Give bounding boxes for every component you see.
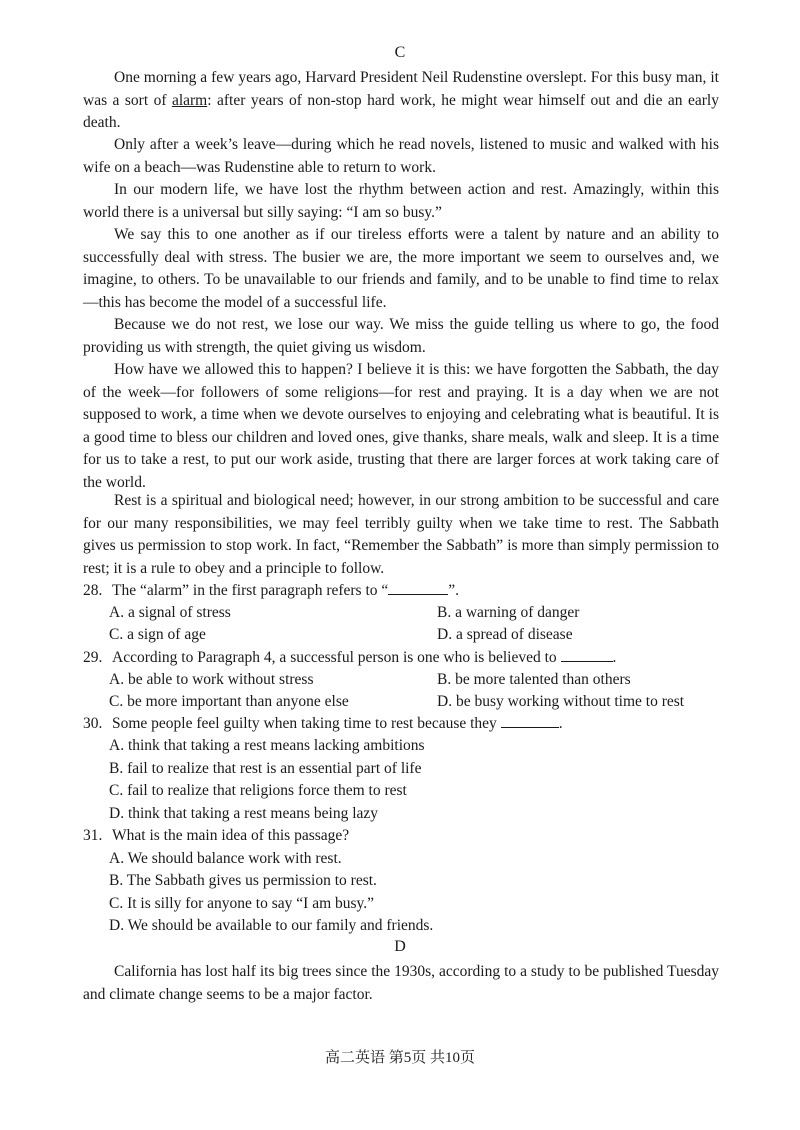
answer-blank xyxy=(561,647,613,662)
passage-c-paragraph-4: We say this to one another as if our tireless efforts were a talent by nature and an ability to successfully deal with stress. The busier we are, the more important we seem to ourselves and, we imagine, to others. To be unavailable to our friends and family, and to be unable to find time to relax—this has become the model of a successful life. xyxy=(83,226,719,311)
q29-option-d[interactable]: D. be busy working without time to rest xyxy=(437,693,685,710)
passage-c-paragraph-5: Because we do not rest, we lose our way. We miss the guide telling us where to go, the food providing us with strength, the quiet giving us wisdom. xyxy=(83,316,719,356)
q30-option-a[interactable]: A. think that taking a rest means lacking ambitions xyxy=(109,737,425,754)
question-29: 29. According to Paragraph 4, a successful person is one who is believed to . xyxy=(83,649,617,666)
section-c-heading: C xyxy=(394,44,406,61)
passage-d-paragraph-1: California has lost half its big trees since the 1930s, according to a study to be published Tuesday and climate change seems to be a major factor. xyxy=(83,963,719,1003)
passage-c-paragraph-7: Rest is a spiritual and biological need; however, in our strong ambition to be successful and care for our many responsibilities, we may feel terribly guilty when we take time to rest. The Sabbath gives us permission to stop work. In fact, “Remember the Sabbath” is more than simply permission to rest; it is a rule to obey and a principle to follow. xyxy=(83,492,719,577)
passage-c-paragraph-3: In our modern life, we have lost the rhythm between action and rest. Amazingly, within this world there is a universal but silly saying: “I am so busy.” xyxy=(83,181,719,221)
q31-option-d[interactable]: D. We should be available to our family and friends. xyxy=(109,917,434,934)
q31-option-b[interactable]: B. The Sabbath gives us permission to rest. xyxy=(109,872,377,889)
answer-blank xyxy=(388,580,448,595)
page-footer: 高二英语 第5页 共10页 xyxy=(324,1050,475,1066)
section-d-heading: D xyxy=(394,938,406,955)
question-28: 28. The “alarm” in the first paragraph refers to “ ”. xyxy=(83,582,460,599)
q28-option-d[interactable]: D. a spread of disease xyxy=(437,626,573,643)
passage-c-paragraph-2: Only after a week’s leave—during which he read novels, listened to music and walked with his wife on a beach—was Rudenstine able to return to work. xyxy=(83,136,719,176)
q31-option-a[interactable]: A. We should balance work with rest. xyxy=(109,850,342,867)
q28-option-c[interactable]: C. a sign of age xyxy=(109,626,206,643)
passage-c-paragraph-1: One morning a few years ago, Harvard President Neil Rudenstine overslept. For this busy man, it was a sort of alarm: after years of non-stop hard work, he might wear himself out and die an early death. xyxy=(83,69,719,132)
q28-option-b[interactable]: B. a warning of danger xyxy=(437,604,580,621)
answer-blank xyxy=(501,713,559,728)
question-30: 30. Some people feel guilty when taking time to rest because they . xyxy=(83,715,563,732)
underlined-word-alarm: alarm xyxy=(171,91,208,109)
passage-c-paragraph-6: How have we allowed this to happen? I believe it is this: we have forgotten the Sabbath, the day of the week—for followers of some religions—for rest and praying. It is a day when we are not supposed to work, a time when we devote ourselves to enjoying and celebrating what is beautiful. It is a good time to bless our children and loved ones, give thanks, share meals, walk and sleep. It is a time for us to take a rest, to put our work aside, trusting that there are larger forces at work taking care of the world. xyxy=(83,361,719,491)
q31-option-c[interactable]: C. It is silly for anyone to say “I am busy.” xyxy=(109,895,375,912)
q29-option-b[interactable]: B. be more talented than others xyxy=(437,671,631,688)
q29-option-c[interactable]: C. be more important than anyone else xyxy=(109,693,349,710)
q30-option-d[interactable]: D. think that taking a rest means being lazy xyxy=(109,805,379,822)
q30-option-b[interactable]: B. fail to realize that rest is an essential part of life xyxy=(109,760,422,777)
question-31: 31. What is the main idea of this passage? xyxy=(83,827,350,844)
q30-option-c[interactable]: C. fail to realize that religions force them to rest xyxy=(109,782,407,799)
q28-option-a[interactable]: A. a signal of stress xyxy=(109,604,231,621)
q29-option-a[interactable]: A. be able to work without stress xyxy=(109,671,314,688)
